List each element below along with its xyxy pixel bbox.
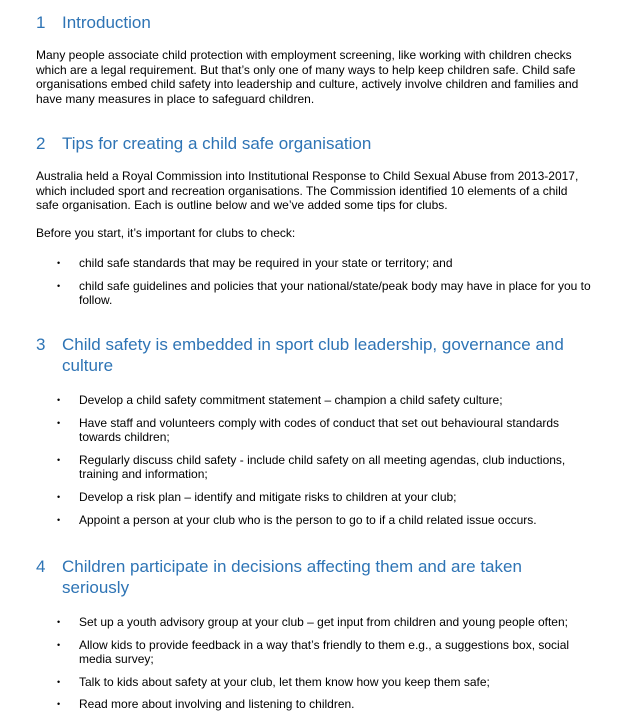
section-1-title: Introduction — [62, 13, 151, 32]
section-1-paragraph: Many people associate child protection with employment screening, like working with children checks which are a legal requirement. But that’s only one of many ways to help keep children safe. Child safe organisations embed child safety into leadership and culture, actively involve children and families and have many measures in place to safeguard children. — [36, 48, 579, 106]
bullet-icon: • — [57, 639, 61, 650]
bullet-icon: • — [57, 280, 61, 291]
bullet-icon: • — [57, 514, 61, 525]
section-3-heading — [36, 334, 592, 376]
list-item: • Set up a youth advisory group at your club – get input from children and young people often; — [57, 615, 568, 629]
section-2-title: Tips for creating a child safe organisation — [62, 134, 372, 153]
section-1-heading — [36, 12, 592, 33]
section-2-intro: Before you start, it’s important for clubs to check: — [36, 226, 296, 240]
list-item: • child safe standards that may be required in your state or territory; and — [57, 256, 453, 270]
bullet-icon: • — [57, 454, 61, 465]
section-4-number: 4 — [36, 557, 46, 576]
section-2-heading — [36, 133, 592, 154]
list-item: • Have staff and volunteers comply with codes of conduct that set out behavioural standards towards children; — [57, 415, 560, 445]
list-item: • Talk to kids about safety at your club, let them know how you keep them safe; — [57, 674, 490, 689]
bullet-icon: • — [57, 699, 61, 710]
section-3-number: 3 — [36, 335, 46, 354]
section-4-bullet-list — [36, 615, 596, 720]
section-4-title: Children participate in decisions affecting them and are taken seriously — [62, 557, 522, 597]
bullet-icon: • — [57, 258, 61, 268]
list-item: • Regularly discuss child safety - include child safety on all meeting agendas, club inductions, training and information; — [57, 452, 566, 482]
section-2-bullet-list — [36, 256, 596, 316]
bullet-icon: • — [57, 491, 61, 502]
list-item: • Appoint a person at your club who is the person to go to if a child related issue occurs. — [57, 512, 537, 527]
section-3-bullet-list — [36, 393, 596, 535]
bullet-icon: • — [57, 676, 61, 687]
section-3-title: Child safety is embedded in sport club leadership, governance and culture — [62, 335, 564, 375]
list-item: • Allow kids to provide feedback in a way that’s friendly to them e.g., a suggestions box, social media survey; — [57, 637, 570, 667]
list-item: • Develop a risk plan – identify and mitigate risks to children at your club; — [57, 489, 457, 504]
section-1-number: 1 — [36, 13, 46, 32]
bullet-icon: • — [57, 417, 61, 428]
bullet-icon: • — [57, 617, 61, 627]
section-4-heading — [36, 556, 592, 598]
list-item: • Read more about involving and listening to children. — [57, 697, 355, 712]
section-2-paragraph: Australia held a Royal Commission into Institutional Response to Child Sexual Abuse from 2013-2017, which included sport and recreation organisations. The Commission identified 10 elements of a child safe organisation. Each is outline below and we’ve added some tips for clubs. — [36, 169, 579, 213]
bullet-icon: • — [57, 395, 61, 405]
section-2-number: 2 — [36, 134, 46, 153]
list-item: • Develop a child safety commitment statement – champion a child safety culture; — [57, 393, 503, 407]
list-item: • child safe guidelines and policies that your national/state/peak body may have in place for you to follow. — [57, 278, 591, 308]
